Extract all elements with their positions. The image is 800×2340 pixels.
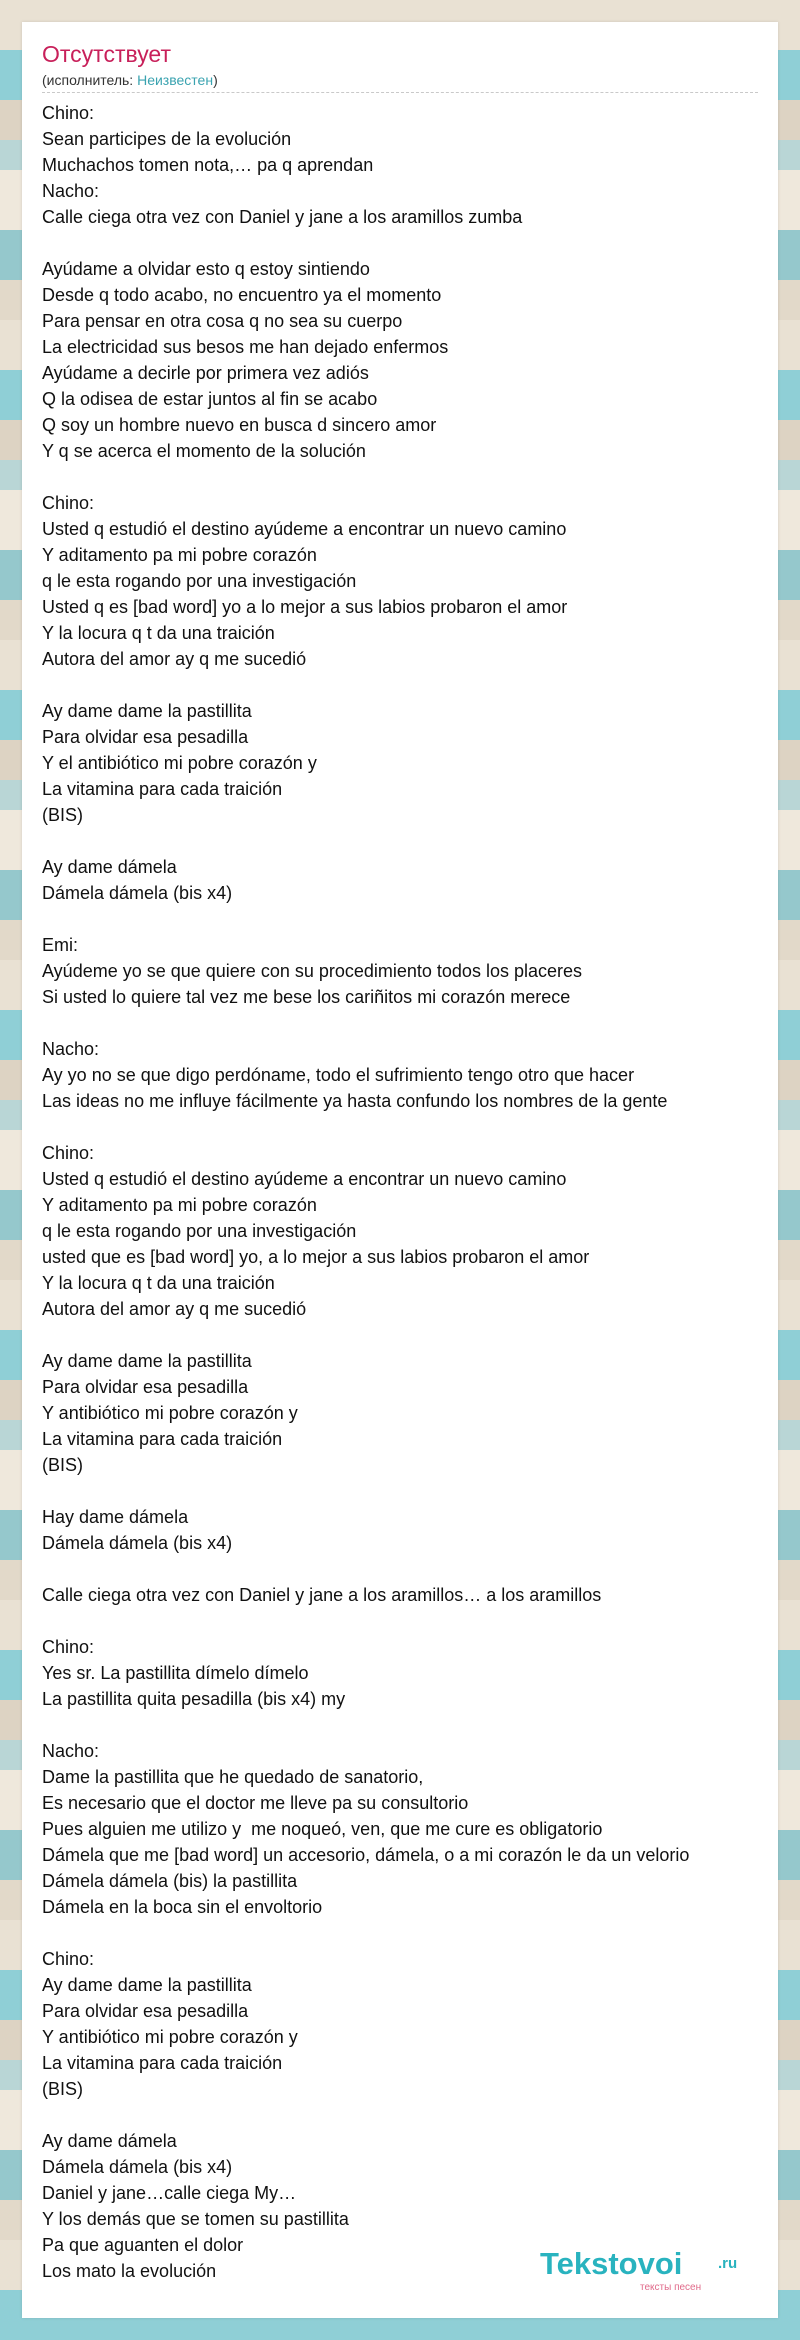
- lyric-line: Usted q estudió el destino ayúdeme a encontrar un nuevo camino: [42, 519, 567, 539]
- lyric-line: (BIS): [42, 1455, 84, 1475]
- lyric-line: Dámela dámela (bis) la pastillita: [42, 1871, 298, 1891]
- lyric-line: Desde q todo acabo, no encuentro ya el momento: [42, 285, 442, 305]
- lyric-line: Sean participes de la evolución: [42, 129, 292, 149]
- lyric-blank-line: [42, 906, 778, 932]
- lyric-line: (BIS): [42, 2079, 84, 2099]
- lyric-line: Dame la pastillita que he quedado de sanatorio,: [42, 1767, 424, 1787]
- lyric-line: Y q se acerca el momento de la solución: [42, 441, 366, 461]
- lyric-line: Q la odisea de estar juntos al fin se acabo: [42, 389, 378, 409]
- lyric-line: Ayúdame a olvidar esto q estoy sintiendo: [42, 259, 370, 279]
- lyric-blank-line: [42, 672, 778, 698]
- lyric-line: Ayúdame a decirle por primera vez adiós: [42, 363, 369, 383]
- lyric-blank-line: [42, 1712, 778, 1738]
- lyric-line: Dámela que me [bad word] un accesorio, dámela, o a mi corazón le da un velorio: [42, 1845, 690, 1865]
- artist-prefix: (исполнитель:: [42, 72, 138, 88]
- lyric-line: Dámela dámela (bis x4): [42, 1533, 233, 1553]
- lyric-line: Emi:: [42, 935, 78, 955]
- lyric-line: Dámela dámela (bis x4): [42, 883, 233, 903]
- lyric-line: Usted q estudió el destino ayúdeme a encontrar un nuevo camino: [42, 1169, 567, 1189]
- lyric-line: Y la locura q t da una traición: [42, 1273, 275, 1293]
- lyric-line: Chino:: [42, 1949, 95, 1969]
- lyrics-text: [42, 100, 778, 2284]
- lyric-line: usted que es [bad word] yo, a lo mejor a sus labios probaron el amor: [42, 1247, 590, 1267]
- lyric-line: Muchachos tomen nota,… pa q aprendan: [42, 155, 374, 175]
- lyric-blank-line: [42, 2102, 778, 2128]
- lyric-line: Ay dame dámela: [42, 857, 177, 877]
- lyric-line: Ayúdeme yo se que quiere con su procedimiento todos los placeres: [42, 961, 582, 981]
- logo-tld: .ru: [718, 2255, 738, 2272]
- lyric-line: Calle ciega otra vez con Daniel y jane a los aramillos… a los aramillos: [42, 1585, 602, 1605]
- lyric-line: Chino:: [42, 493, 95, 513]
- lyric-line: Las ideas no me influye fácilmente ya hasta confundo los nombres de la gente: [42, 1091, 668, 1111]
- lyric-blank-line: [42, 1556, 778, 1582]
- lyric-line: Usted q es [bad word] yo a lo mejor a sus labios probaron el amor: [42, 597, 568, 617]
- lyric-line: Daniel y jane…calle ciega My…: [42, 2183, 297, 2203]
- lyric-line: Pues alguien me utilizo y me noqueó, ven, que me cure es obligatorio: [42, 1819, 603, 1839]
- logo-tagline: тексты песен: [640, 2282, 702, 2293]
- lyric-line: Nacho:: [42, 1741, 100, 1761]
- lyric-line: Y antibiótico mi pobre corazón y: [42, 2027, 298, 2047]
- lyric-blank-line: [42, 1114, 778, 1140]
- lyric-line: Pa que aguanten el dolor: [42, 2235, 244, 2255]
- lyric-line: Chino:: [42, 1143, 95, 1163]
- lyric-line: Yes sr. La pastillita dímelo dímelo: [42, 1663, 309, 1683]
- lyric-line: Autora del amor ay q me sucedió: [42, 1299, 307, 1319]
- lyric-line: Dámela dámela (bis x4): [42, 2157, 233, 2177]
- lyric-line: Q soy un hombre nuevo en busca d sincero amor: [42, 415, 437, 435]
- lyrics-card: [22, 22, 778, 2318]
- lyric-line: Y aditamento pa mi pobre corazón: [42, 545, 317, 565]
- lyric-blank-line: [42, 464, 778, 490]
- lyric-line: La electricidad sus besos me han dejado enfermos: [42, 337, 449, 357]
- lyric-line: Ay dame dame la pastillita: [42, 1351, 252, 1371]
- lyric-line: Ay yo no se que digo perdóname, todo el sufrimiento tengo otro que hacer: [42, 1065, 635, 1085]
- lyric-line: Ay dame dámela: [42, 2131, 177, 2151]
- lyric-line: Para olvidar esa pesadilla: [42, 727, 249, 747]
- lyric-line: q le esta rogando por una investigación: [42, 571, 357, 591]
- lyric-line: (BIS): [42, 805, 84, 825]
- lyric-line: La vitamina para cada traición: [42, 1429, 283, 1449]
- lyric-line: Y los demás que se tomen su pastillita: [42, 2209, 349, 2229]
- lyric-line: Y el antibiótico mi pobre corazón y: [42, 753, 317, 773]
- lyric-blank-line: [42, 1010, 778, 1036]
- lyric-line: Ay dame dame la pastillita: [42, 1975, 252, 1995]
- artist-link[interactable]: Неизвестен: [137, 72, 214, 88]
- lyric-line: Para olvidar esa pesadilla: [42, 1377, 249, 1397]
- lyric-line: Ay dame dame la pastillita: [42, 701, 252, 721]
- lyric-blank-line: [42, 1478, 778, 1504]
- song-header: [42, 40, 758, 93]
- lyric-line: Es necesario que el doctor me lleve pa su consultorio: [42, 1793, 469, 1813]
- lyric-line: Para olvidar esa pesadilla: [42, 2001, 249, 2021]
- lyric-blank-line: [42, 230, 778, 256]
- logo-name: Tekstovoi: [540, 2246, 683, 2281]
- lyric-line: Y antibiótico mi pobre corazón y: [42, 1403, 298, 1423]
- lyric-line: La vitamina para cada traición: [42, 779, 283, 799]
- header-divider: [42, 92, 758, 93]
- artist-line: [42, 70, 758, 90]
- lyric-line: Calle ciega otra vez con Daniel y jane a los aramillos zumba: [42, 207, 523, 227]
- lyric-blank-line: [42, 828, 778, 854]
- artist-suffix: ): [213, 72, 218, 88]
- lyric-line: Y la locura q t da una traición: [42, 623, 275, 643]
- lyric-line: Chino:: [42, 1637, 95, 1657]
- lyric-line: q le esta rogando por una investigación: [42, 1221, 357, 1241]
- lyric-line: Para pensar en otra cosa q no sea su cuerpo: [42, 311, 403, 331]
- song-title: Отсутствует: [42, 41, 171, 67]
- lyric-line: La pastillita quita pesadilla (bis x4) my: [42, 1689, 346, 1709]
- lyric-line: Si usted lo quiere tal vez me bese los cariñitos mi corazón merece: [42, 987, 571, 1007]
- site-logo[interactable]: [540, 2246, 750, 2294]
- lyric-line: Chino:: [42, 103, 95, 123]
- lyric-blank-line: [42, 1608, 778, 1634]
- lyric-blank-line: [42, 1920, 778, 1946]
- lyric-line: Dámela en la boca sin el envoltorio: [42, 1897, 323, 1917]
- lyric-line: La vitamina para cada traición: [42, 2053, 283, 2073]
- lyric-line: Y aditamento pa mi pobre corazón: [42, 1195, 317, 1215]
- lyric-line: Nacho:: [42, 181, 100, 201]
- lyric-line: Hay dame dámela: [42, 1507, 189, 1527]
- lyric-blank-line: [42, 1322, 778, 1348]
- lyric-line: Autora del amor ay q me sucedió: [42, 649, 307, 669]
- lyric-line: Los mato la evolución: [42, 2261, 217, 2281]
- lyric-line: Nacho:: [42, 1039, 100, 1059]
